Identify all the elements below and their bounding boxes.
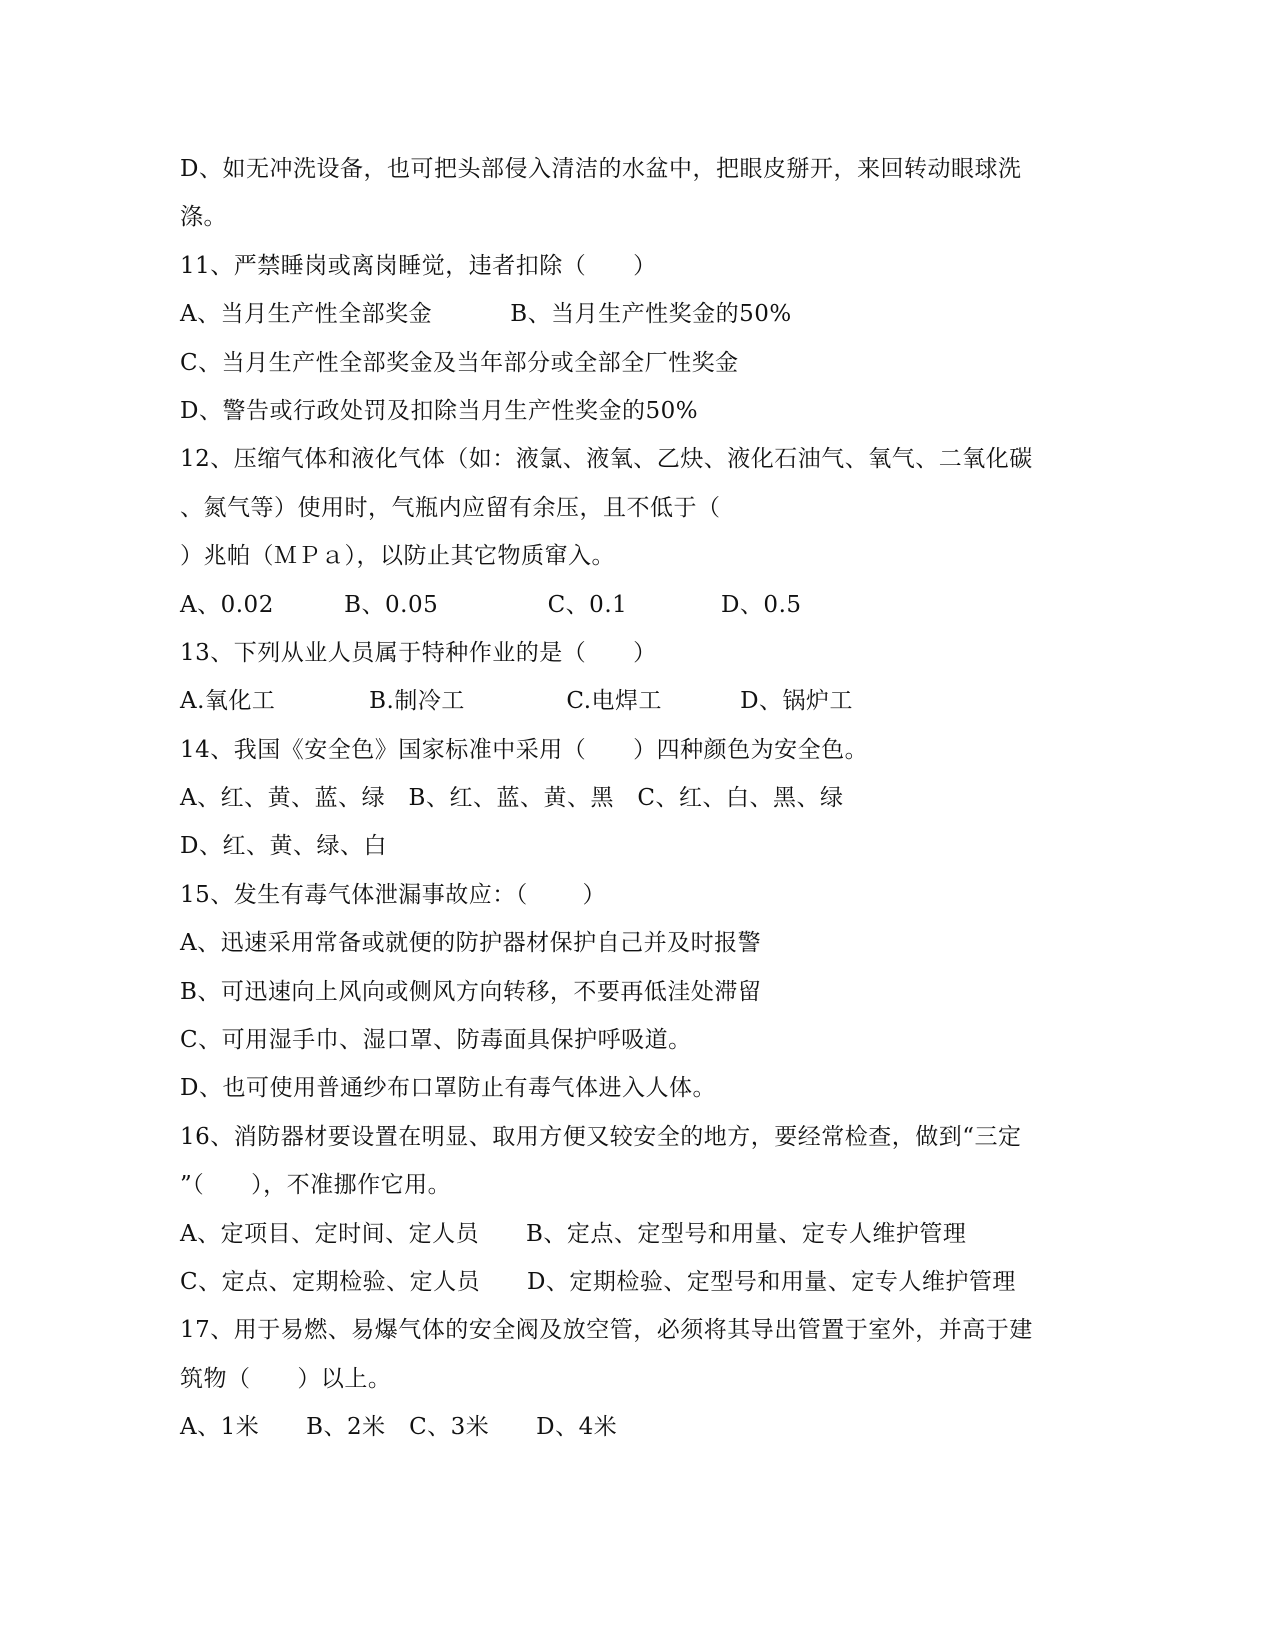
question-12-text: 12、压缩气体和液化气体（如：液氯、液氧、乙炔、液化石油气、氧气、二氧化碳 [180, 446, 1033, 473]
question-11-options-a-b: A、当月生产性全部奖金 B、当月生产性奖金的50% [180, 301, 792, 328]
question-10-option-d-continued: 涤。 [180, 204, 227, 231]
question-15-option-a: A、迅速采用常备或就便的防护器材保护自己并及时报警 [180, 930, 762, 957]
question-15-text: 15、发生有毒气体泄漏事故应：（ ） [180, 881, 606, 908]
question-13-options: A.氧化工 B.制冷工 C.电焊工 D、锅炉工 [180, 688, 854, 715]
question-16-text: 16、消防器材要设置在明显、取用方便又较安全的地方，要经常检查，做到“三定 [180, 1123, 1022, 1150]
question-11-option-d: D、警告或行政处罚及扣除当月生产性奖金的50% [180, 397, 699, 424]
question-16-options-a-b: A、定项目、定时间、定人员 B、定点、定型号和用量、定专人维护管理 [180, 1220, 967, 1247]
document-page [180, 145, 1100, 1452]
question-15-option-c: C、可用湿手巾、湿口罩、防毒面具保护呼吸道。 [180, 1027, 692, 1054]
question-16-text-continued: ”（ ），不准挪作它用。 [180, 1172, 452, 1199]
question-17-text-continued: 筑物（ ）以上。 [180, 1365, 392, 1392]
question-15-option-d: D、也可使用普通纱布口罩防止有毒气体进入人体。 [180, 1075, 716, 1102]
question-10-option-d: D、如无冲洗设备，也可把头部侵入清洁的水盆中，把眼皮掰开，来回转动眼球洗 [180, 156, 1022, 182]
question-13-text: 13、下列从业人员属于特种作业的是（ ） [180, 639, 657, 666]
question-14-options-a-c: A、红、黄、蓝、绿 B、红、蓝、黄、黑 C、红、白、黑、绿 [180, 785, 844, 812]
question-14-text: 14、我国《安全色》国家标准中采用（ ）四种颜色为安全色。 [180, 736, 869, 763]
question-12-options: A、0.02 B、0.05 C、0.1 D、0.5 [180, 591, 802, 618]
question-14-option-d: D、红、黄、绿、白 [180, 833, 387, 860]
question-17-text: 17、用于易燃、易爆气体的安全阀及放空管，必须将其导出管置于室外，并高于建 [180, 1317, 1033, 1344]
question-11-text: 11、严禁睡岗或离岗睡觉，违者扣除（ ） [180, 252, 657, 279]
question-12-text-end: ）兆帕（ＭＰａ），以防止其它物质窜入。 [180, 543, 615, 570]
question-11-option-c: C、当月生产性全部奖金及当年部分或全部全厂性奖金 [180, 349, 739, 376]
question-15-option-b: B、可迅速向上风向或侧风方向转移，不要再低洼处滞留 [180, 978, 762, 1005]
question-17-options: A、1米 B、2米 C、3米 D、4米 [180, 1414, 618, 1441]
question-16-options-c-d: C、定点、定期检验、定人员 D、定期检验、定型号和用量、定专人维护管理 [180, 1268, 1016, 1295]
question-12-text-continued: 、氮气等）使用时，气瓶内应留有余压，且不低于（ [180, 494, 721, 521]
